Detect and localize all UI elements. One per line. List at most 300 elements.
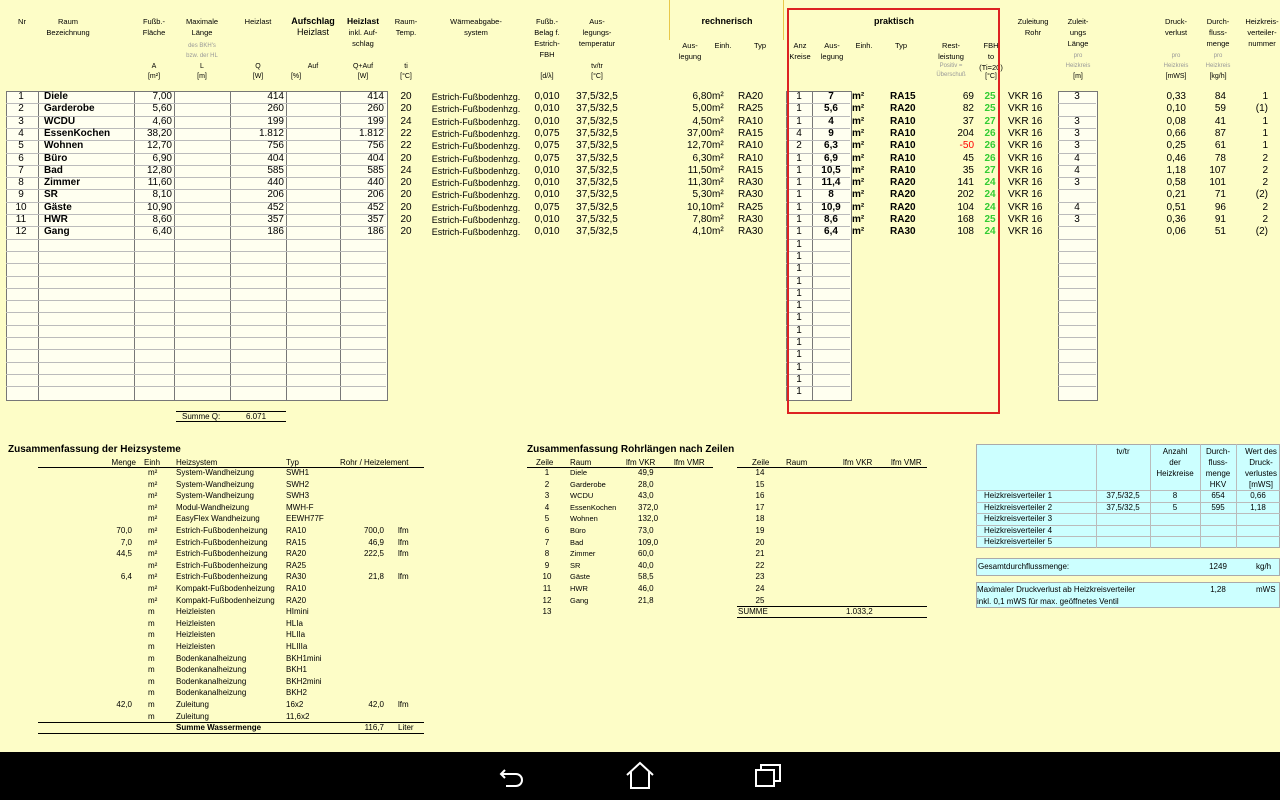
laenge-note-line: bzw. der HL <box>186 53 218 59</box>
cell-p_einh: m² <box>852 127 865 139</box>
verteiler-col-header-line: der <box>1169 458 1181 467</box>
cell-druck: 0,25 <box>1166 140 1186 152</box>
cell-p_typ: RA20 <box>890 201 916 213</box>
grid-row-line <box>1058 325 1096 326</box>
cell-belag: 0,010 <box>534 214 560 225</box>
rohr-raum: Garderobe <box>570 479 606 489</box>
laenge-note-line: des BKH's <box>188 43 216 49</box>
cell-durch: 51 <box>1214 226 1226 238</box>
heizsysteme-cell: RA10 <box>286 526 307 535</box>
rest-note-line: Positiv = <box>939 63 963 69</box>
gesamt-unit: kg/h <box>1256 562 1272 571</box>
recent-apps-icon[interactable] <box>752 760 784 792</box>
cell-druck: 0,46 <box>1166 152 1186 164</box>
unit-label: [W] <box>357 73 369 80</box>
heizsysteme-total-label: Summe Wassermenge <box>176 723 262 732</box>
heizsysteme-cell: System-Wandheizung <box>176 468 254 477</box>
rohr-raum: WCDU <box>570 491 594 501</box>
header-auslegtemp-line: legungs- <box>582 28 612 37</box>
verteiler-col-header-line: HKV <box>1209 480 1227 489</box>
header-raumtemp-line: Temp. <box>395 28 417 37</box>
cell-p_typ: RA10 <box>890 152 916 164</box>
header-heizlast-inkl-line: schlag <box>352 39 374 48</box>
cell-durch: 87 <box>1214 127 1226 139</box>
cell-heizlast: 1.812 <box>258 127 284 139</box>
cell-r_ausl: 12,70 <box>686 140 712 152</box>
cell-r_einh: m² <box>712 91 724 102</box>
table-row <box>0 189 1280 201</box>
cell-heizlast: 357 <box>267 214 284 225</box>
table-row <box>0 140 1280 152</box>
heizsysteme-cell: Estrich-Fußbodenheizung <box>176 560 268 570</box>
heizsysteme-cell: Heizleisten <box>176 630 216 640</box>
heizsysteme-cell: 44,5 <box>116 549 132 559</box>
table-row <box>0 226 1280 238</box>
header-aufschlag-line: Aufschlag <box>291 16 335 26</box>
cell-rest: 108 <box>957 226 974 238</box>
verteiler-durchfluss: 595 <box>1211 502 1225 512</box>
rohr-zeile: 9 <box>544 560 550 570</box>
rohr-vkr: 21,8 <box>638 595 654 605</box>
cell-tvtr: 37,5/32,5 <box>576 140 618 152</box>
cell-r_ausl: 7,80 <box>692 214 712 225</box>
heizsysteme-cell: SWH2 <box>286 479 310 489</box>
cell-name: EssenKochen <box>44 127 111 139</box>
cell-nr: 9 <box>18 189 24 201</box>
cell-rohr: VKR 16 <box>1008 152 1043 164</box>
heizsysteme-cell: RA10 <box>286 584 307 593</box>
heizsysteme-cell: m² <box>148 572 158 582</box>
cell-p_ausl: 4 <box>828 115 834 127</box>
cell-p_ausl: 7 <box>828 91 834 102</box>
cell-heizlast: 756 <box>267 140 284 152</box>
cell-r_einh: m² <box>712 226 724 238</box>
cell-p_einh: m² <box>852 177 865 189</box>
heizsysteme-cell: Heizleisten <box>176 607 216 617</box>
header-rech-col <box>706 40 740 51</box>
cell-flaeche: 12,70 <box>146 140 172 152</box>
cell-r_einh: m² <box>712 115 724 127</box>
cell-heizlast_inkl: 756 <box>367 140 384 152</box>
header-system <box>426 16 526 38</box>
rohr-raum: Büro <box>570 526 586 535</box>
rohr-raum: Diele <box>570 468 588 477</box>
rohr-zeile: 18 <box>755 514 765 524</box>
cell-system: Estrich-Fußbodenhzg. <box>431 128 521 139</box>
cell-r_typ: RA25 <box>738 103 764 115</box>
cell-kreise: 1 <box>796 238 802 250</box>
heizsysteme-cell: HLIIa <box>286 630 306 640</box>
cell-rohr: VKR 16 <box>1008 140 1043 152</box>
header-raum-line: Bezeichnung <box>46 28 90 37</box>
heizsysteme-cell: lfm <box>398 572 409 582</box>
heizsysteme-cell: Estrich-Fußbodenheizung <box>176 537 268 547</box>
header-heizlast-inkl-line: inkl. Auf- <box>348 28 378 37</box>
grid-row-line <box>1058 374 1096 375</box>
cell-p_ausl: 8 <box>828 189 834 201</box>
cell-zul: 3 <box>1074 140 1080 152</box>
header-durchfluss-line: Durch- <box>1206 17 1230 26</box>
cell-tvtr: 37,5/32,5 <box>576 164 618 176</box>
grid-row-line <box>6 251 386 252</box>
cell-kreise: 1 <box>796 263 802 275</box>
cell-tvtr: 37,5/32,5 <box>576 177 618 189</box>
rohr-raum: Gäste <box>570 572 591 582</box>
cell-temp: 20 <box>400 201 412 213</box>
header-praktisch: praktisch <box>873 16 915 26</box>
cell-r_ausl: 11,50 <box>687 164 712 176</box>
header-fbh-line: to <box>987 52 995 61</box>
cell-kreise: 1 <box>796 361 802 373</box>
cell-nr: 8 <box>18 177 24 189</box>
header-flaeche-line: Fußb.- <box>142 17 166 26</box>
table-row <box>0 91 1280 103</box>
heizsysteme-cell: 7,0 <box>120 537 132 547</box>
verteiler-col-header-line: menge <box>1205 469 1231 478</box>
cell-heizlast: 452 <box>267 201 284 213</box>
cell-kreise: 1 <box>796 324 802 336</box>
android-nav-bar <box>0 752 1280 800</box>
verteiler-col-header-line: Heizkreise <box>1156 469 1194 478</box>
cell-vert: 2 <box>1262 214 1268 225</box>
cell-flaeche: 6,90 <box>152 152 172 164</box>
rohr-zeile: 25 <box>755 595 765 605</box>
divider <box>669 0 670 40</box>
cell-nr: 11 <box>15 214 27 225</box>
cell-rest: 104 <box>957 201 974 213</box>
rohrlaengen-col-header: Raum <box>786 458 808 467</box>
cell-system: Estrich-Fußbodenhzg. <box>431 104 521 115</box>
cell-r_einh: m² <box>712 214 724 225</box>
verteiler-name: Heizkreisverteiler 2 <box>984 502 1053 512</box>
cell-kreise: 1 <box>796 214 802 225</box>
rohr-zeile: 11 <box>542 584 552 593</box>
cell-kreise: 1 <box>796 189 802 201</box>
heizsysteme-cell: 42,0 <box>368 700 384 709</box>
header-prak-col-text: Anz <box>793 41 807 50</box>
cell-r_typ: RA10 <box>738 140 764 152</box>
cell-r_ausl: 6,80 <box>692 91 712 102</box>
cell-r_ausl: 5,30 <box>692 189 712 201</box>
header-pro-heizkreis <box>1154 51 1198 71</box>
cell-tvtr: 37,5/32,5 <box>576 103 618 115</box>
grid-row-line <box>6 239 386 240</box>
cell-fbh: 27 <box>984 115 996 127</box>
cell-system: Estrich-Fußbodenhzg. <box>431 190 521 201</box>
cell-heizlast_inkl: 440 <box>367 177 384 189</box>
cell-p_typ: RA10 <box>890 164 916 176</box>
cell-name: Gäste <box>44 201 72 213</box>
header-system-line: Wärmeabgabe- <box>450 17 502 26</box>
cell-heizlast: 585 <box>267 164 284 176</box>
heizsysteme-cell: HImini <box>286 607 309 617</box>
cell-tvtr: 37,5/32,5 <box>576 226 618 238</box>
header-verteiler-line: verteiler- <box>1247 28 1277 37</box>
rohr-raum: EssenKochen <box>570 502 617 512</box>
heizsysteme-cell: m <box>148 653 155 663</box>
cell-heizlast: 206 <box>267 189 284 201</box>
cell-p_ausl: 10,5 <box>821 164 841 176</box>
header-prak-col-text: Kreise <box>789 52 811 61</box>
cell-heizlast_inkl: 414 <box>367 91 384 102</box>
verteiler-col-header-line: verlustes <box>1244 469 1277 478</box>
cell-zul: 3 <box>1074 214 1080 225</box>
rohr-vkr: 132,0 <box>638 514 659 524</box>
cell-kreise: 1 <box>796 115 802 127</box>
rohr-zeile: 10 <box>542 572 552 582</box>
cell-vert: 1 <box>1262 140 1268 152</box>
cell-r_einh: m² <box>712 140 724 152</box>
cell-druck: 0,08 <box>1166 115 1186 127</box>
cell-heizlast_inkl: 404 <box>367 152 384 164</box>
cell-belag: 0,010 <box>534 226 560 238</box>
cell-system: Estrich-Fußbodenhzg. <box>431 165 521 176</box>
table-row <box>0 116 1280 128</box>
cell-rohr: VKR 16 <box>1008 201 1043 213</box>
heizsysteme-cell: HLIa <box>286 618 303 628</box>
rohr-vkr: 46,0 <box>638 584 654 593</box>
cell-heizlast: 186 <box>267 226 284 238</box>
cell-r_ausl: 4,50 <box>692 115 712 127</box>
cell-durch: 96 <box>1214 201 1226 213</box>
header-restleistung-line: leistung <box>938 52 964 61</box>
header-belag-line: Estrich- <box>534 39 560 48</box>
cell-rest: -50 <box>959 140 974 152</box>
cell-flaeche: 12,80 <box>146 164 172 176</box>
cell-fbh: 26 <box>984 127 996 139</box>
cell-kreise: 4 <box>796 127 802 139</box>
cell-p_ausl: 5,6 <box>824 103 838 115</box>
rohr-vkr: 43,0 <box>638 491 654 501</box>
grid-row-line <box>6 288 386 289</box>
cell-druck: 0,21 <box>1166 189 1186 201</box>
cell-name: WCDU <box>44 115 76 127</box>
cell-r_ausl: 11,30 <box>687 177 712 189</box>
header-zuleitung-rohr-line: Zuleitung <box>1017 17 1049 26</box>
cell-heizlast: 404 <box>267 152 284 164</box>
cell-kreise: 1 <box>796 300 802 312</box>
header-druckverlust-line: verlust <box>1164 28 1188 37</box>
cell-heizlast: 199 <box>267 115 284 127</box>
verteiler-anzahl: 5 <box>1172 502 1178 512</box>
verteiler-col-header-line: Durch- <box>1205 447 1230 456</box>
cell-zul: 3 <box>1074 127 1080 139</box>
heizsysteme-cell: 16x2 <box>286 700 304 709</box>
verteiler-druck: 0,66 <box>1250 491 1266 500</box>
cell-kreise: 1 <box>796 152 802 164</box>
heizsysteme-col-header: Menge <box>111 458 136 467</box>
heizsysteme-cell: MWH-F <box>286 502 314 512</box>
cell-kreise: 1 <box>796 373 802 385</box>
heizsysteme-cell: m <box>148 607 155 617</box>
cell-rohr: VKR 16 <box>1008 226 1043 238</box>
cell-kreise: 1 <box>796 312 802 324</box>
cell-belag: 0,075 <box>534 152 560 164</box>
rohrlaengen-col-header: lfm VMR <box>891 458 922 467</box>
cell-heizlast: 440 <box>267 177 284 189</box>
grid-row-line <box>1058 251 1096 252</box>
cell-rest: 69 <box>962 91 974 102</box>
cell-kreise: 1 <box>796 103 802 115</box>
grid-row-line <box>6 263 386 264</box>
unit-label: [°C] <box>591 73 603 80</box>
heizsysteme-cell: 6,4 <box>120 572 132 582</box>
header-belag-line: FBH <box>539 50 555 59</box>
rest-note-line: Überschuß <box>936 72 966 78</box>
rohrlaengen-title: Zusammenfassung Rohrlängen nach Zeilen <box>527 444 735 455</box>
cell-p_ausl: 8,6 <box>824 214 838 225</box>
cell-p_typ: RA20 <box>890 103 916 115</box>
cell-rohr: VKR 16 <box>1008 115 1043 127</box>
cell-r_einh: m² <box>712 127 724 139</box>
cell-p_einh: m² <box>852 189 865 201</box>
cell-zul: 3 <box>1074 91 1080 102</box>
pro-heizkreis-line: pro <box>1171 53 1181 59</box>
cell-kreise: 1 <box>796 349 802 361</box>
heizsysteme-col-header: Einh <box>144 458 161 467</box>
rohrlaengen-col-header: Zeile <box>536 458 554 467</box>
heizsysteme-cell: m² <box>148 526 158 535</box>
cell-belag: 0,010 <box>534 91 560 102</box>
cell-name: Wohnen <box>44 140 84 152</box>
praktisch-highlight-box <box>787 8 1000 414</box>
cell-tvtr: 37,5/32,5 <box>576 189 618 201</box>
cell-name: Garderobe <box>44 103 95 115</box>
cell-fbh: 24 <box>984 177 996 189</box>
cell-tvtr: 37,5/32,5 <box>576 214 618 225</box>
druck-label-1: Maximaler Druckverlust ab Heizkreisverteiler <box>977 585 1136 594</box>
rohrlaengen-col-header: lfm VMR <box>674 458 705 467</box>
cell-fbh: 26 <box>984 152 996 164</box>
cell-p_ausl: 10,9 <box>821 201 841 213</box>
cell-fbh: 26 <box>984 140 996 152</box>
heizsysteme-cell: m <box>148 618 155 628</box>
cell-p_typ: RA20 <box>890 189 916 201</box>
heizsysteme-cell: lfm <box>398 700 409 709</box>
rohr-zeile: 1 <box>544 468 550 477</box>
verteiler-col-header-line: Anzahl <box>1162 447 1188 456</box>
header-system-line: system <box>464 28 488 37</box>
verteiler-col-header-line: Druck- <box>1249 458 1273 467</box>
header-laenge-line: Länge <box>191 28 213 37</box>
cell-flaeche: 5,60 <box>152 103 172 115</box>
header-rech-col-text: legung <box>678 52 702 61</box>
heizsysteme-cell: Modul-Wandheizung <box>176 502 250 512</box>
heizsysteme-cell: Estrich-Fußbodenheizung <box>176 549 268 559</box>
heizsysteme-col-header: Rohr / Heizelement <box>340 458 409 467</box>
cell-rohr: VKR 16 <box>1008 103 1043 115</box>
rohr-zeile: 22 <box>755 560 765 570</box>
cell-p_einh: m² <box>852 226 865 238</box>
cell-vert: 2 <box>1262 201 1268 213</box>
heizsysteme-cell: Zuleitung <box>176 700 209 709</box>
summe-q-label: Summe Q: <box>182 412 221 421</box>
heizsysteme-cell: m² <box>148 502 158 512</box>
rohr-zeile: 16 <box>755 491 765 501</box>
header-restleistung-line: Rest- <box>942 41 960 50</box>
cell-heizlast_inkl: 585 <box>367 164 384 176</box>
heizsysteme-col-header: Heizsystem <box>176 458 218 467</box>
cell-r_typ: RA30 <box>738 226 764 238</box>
cell-belag: 0,075 <box>534 140 560 152</box>
cell-r_einh: m² <box>712 177 724 189</box>
rohr-zeile: 3 <box>544 491 550 501</box>
cell-system: Estrich-Fußbodenhzg. <box>431 227 521 238</box>
cell-rest: 37 <box>962 115 974 127</box>
unit-label: [%] <box>290 73 302 80</box>
heizsysteme-cell: Bodenkanalheizung <box>176 676 247 686</box>
cell-tvtr: 37,5/32,5 <box>576 91 618 102</box>
cell-nr: 5 <box>18 140 24 152</box>
cell-rest: 204 <box>957 127 974 139</box>
heizsysteme-col-header: Typ <box>286 458 299 467</box>
cell-druck: 0,10 <box>1166 103 1186 115</box>
rohr-zeile: 21 <box>755 549 765 559</box>
cell-heizlast_inkl: 206 <box>367 189 384 201</box>
header-heizlast-inkl <box>340 16 386 49</box>
home-icon[interactable] <box>624 760 656 792</box>
unit-label: [kg/h] <box>1209 73 1227 80</box>
rohrlaengen-sep <box>737 617 927 618</box>
table-row <box>0 202 1280 214</box>
header-aufschlag <box>286 16 340 38</box>
cell-name: Büro <box>44 152 68 164</box>
cell-nr: 7 <box>18 164 24 176</box>
unit-label: [°C] <box>985 73 997 80</box>
grid-row-line <box>1058 239 1096 240</box>
back-icon[interactable] <box>496 760 528 792</box>
header-belag-line: Belag f. <box>534 28 560 37</box>
heizsysteme-cell: Zuleitung <box>176 711 209 721</box>
rohr-zeile: 5 <box>544 514 550 524</box>
cell-vert: (2) <box>1255 226 1268 238</box>
table-row <box>0 128 1280 140</box>
header-heizlast: Heizlast <box>244 17 272 26</box>
cell-zul: 3 <box>1074 115 1080 127</box>
cell-belag: 0,010 <box>534 177 560 189</box>
divider <box>783 0 784 40</box>
cell-zul: 4 <box>1074 152 1080 164</box>
cell-name: SR <box>44 189 58 201</box>
grid-row-line <box>1058 263 1096 264</box>
cell-p_typ: RA10 <box>890 127 916 139</box>
rohr-zeile: 8 <box>544 549 550 559</box>
heizsysteme-cell: lfm <box>398 526 409 535</box>
cell-r_einh: m² <box>712 201 724 213</box>
cell-druck: 0,66 <box>1166 127 1186 139</box>
heizsysteme-sep <box>38 733 424 734</box>
heizsysteme-cell: RA15 <box>286 537 307 547</box>
cell-belag: 0,010 <box>534 115 560 127</box>
unit-label: Auf <box>307 63 319 70</box>
grid-row-line <box>1058 337 1096 338</box>
header-rech-col <box>740 40 780 51</box>
cell-nr: 6 <box>18 152 24 164</box>
heizsysteme-title: Zusammenfassung der Heizsysteme <box>8 444 181 455</box>
unit-label: Q <box>255 63 261 70</box>
cell-kreise: 1 <box>796 287 802 299</box>
verteiler-name: Heizkreisverteiler 4 <box>984 525 1053 535</box>
cell-rohr: VKR 16 <box>1008 127 1043 139</box>
cell-tvtr: 37,5/32,5 <box>576 115 618 127</box>
grid-row-line <box>1058 362 1096 363</box>
header-verteiler-line: Heizkreis- <box>1245 17 1279 26</box>
cell-p_typ: RA15 <box>890 91 916 102</box>
cell-temp: 24 <box>400 115 412 127</box>
rohr-raum: Zimmer <box>570 549 596 559</box>
heizsysteme-total-value: 116,7 <box>364 723 384 732</box>
cell-p_einh: m² <box>852 140 865 152</box>
